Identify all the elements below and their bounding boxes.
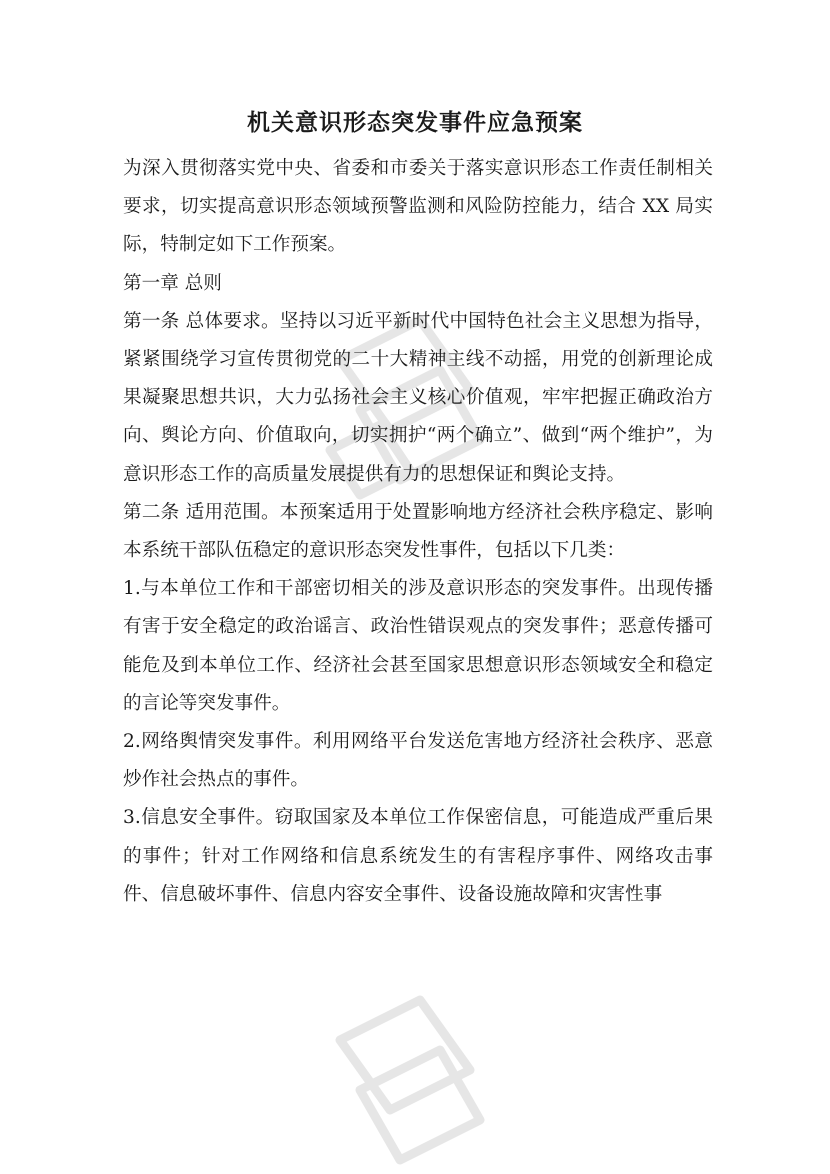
watermark-bottom: [300, 980, 500, 1170]
document-body: [123, 150, 713, 914]
paragraph-intro: 为深入贯彻落实党中央、省委和市委关于落实意识形态工作责任制相关要求，切实提高意识形态领域预警监测和风险防控能力，结合 XX 局实际，特制定如下工作预案。: [123, 158, 713, 256]
paragraph-article-2: 第二条 适用范围。本预案适用于处置影响地方经济社会秩序稳定、影响本系统干部队伍稳定的意识形态突发性事件，包括以下几类：: [123, 501, 713, 562]
paragraph-item-2: 2.网络舆情突发事件。利用网络平台发送危害地方经济社会秩序、恶意炒作社会热点的事件。: [123, 731, 713, 791]
paragraph-article-1: 第一条 总体要求。坚持以习近平新时代中国特色社会主义思想为指导，紧紧围绕学习宣传贯彻党的二十大精神主线不动摇，用党的创新理论成果凝聚思想共识，大力弘扬社会主义核心价值观，牢牢把握正确政治方向、舆论方向、价值取向，切实拥护“两个确立”、做到“两个维护”，为意识形态工作的高质量发展提供有力的思想保证和舆论支持。: [123, 310, 713, 485]
watermark-logo-icon: [300, 980, 500, 1170]
chapter-heading: 第一章 总则: [123, 272, 222, 294]
paragraph-item-3: 3.信息安全事件。窃取国家及本单位工作保密信息，可能造成严重后果的事件；针对工作网络和信息系统发生的有害程序事件、网络攻击事件、信息破坏事件、信息内容安全事件、设备设施故障和灾害性事: [123, 807, 713, 905]
document-title: 机关意识形态突发事件应急预案: [247, 110, 583, 136]
paragraph-item-1: 1.与本单位工作和干部密切相关的涉及意识形态的突发事件。出现传播有害于安全稳定的政治谣言、政治性错误观点的突发事件；恶意传播可能危及到本单位工作、经济社会甚至国家思想意识形态领域安全和稳定的言论等突发事件。: [123, 578, 713, 714]
